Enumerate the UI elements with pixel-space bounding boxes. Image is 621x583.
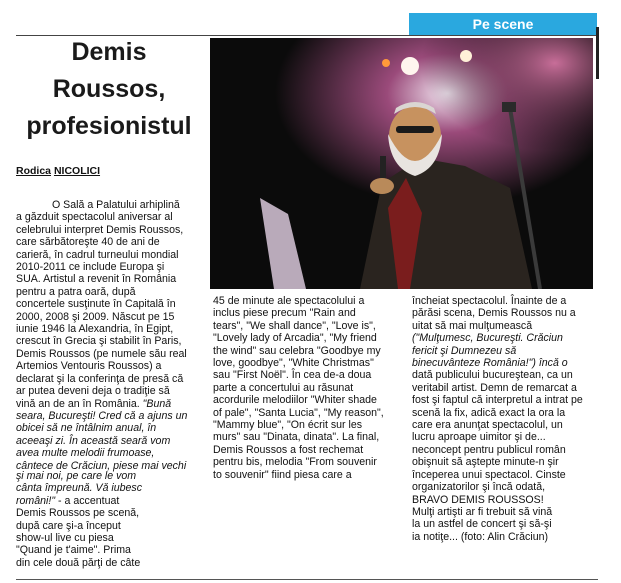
paragraph: show-ul live cu piesa	[16, 532, 114, 545]
article-column-2	[213, 295, 397, 481]
concert-photo-icon	[210, 38, 593, 289]
paragraph: Artemios Ventouris Roussos) a	[16, 360, 162, 373]
paragraph: a găzduit spectacolul aniversar al	[16, 211, 173, 224]
paragraph: 2010-2011 ce include Europa şi	[16, 261, 165, 274]
paragraph: declarat şi la conferinţa de presă că	[16, 372, 184, 385]
paragraph: crescut în Grecia şi stabilit în Paris,	[16, 335, 182, 348]
quote-line: ("Mulţumesc, Bucureşti. Crăciun	[412, 332, 563, 345]
paragraph: începerea unui spectacol. Cinste	[412, 468, 566, 481]
paragraph: fost şi faptul că interpretul a intrat pe	[412, 394, 583, 407]
paragraph: la un astfel de concert şi să-şi	[412, 518, 552, 531]
paragraph: sau "First Noël". În cea de-a doua	[213, 369, 372, 382]
paragraph: O Sală a Palatului arhiplină	[52, 199, 180, 211]
title-line-2: Roussos,	[52, 75, 166, 103]
quote-line: binecuvânteze România!") încă o	[412, 357, 568, 370]
paragraph: pentru bis, melodia "From souvenir	[213, 456, 377, 469]
paragraph: SUA. Artistul a revenit în România	[16, 273, 177, 286]
bottom-rule	[16, 579, 598, 580]
concert-photo	[210, 38, 593, 289]
paragraph: love, goodbye", "White Christmas"	[213, 357, 374, 370]
paragraph: 45 de minute ale spectacolului a	[213, 295, 365, 307]
quote-line: aceeaşi zi. În această seară vom	[16, 434, 171, 447]
paragraph: BRAVO DEMIS ROUSSOS!	[412, 493, 544, 506]
article-column-1-bottom	[16, 470, 158, 569]
quote-line: seara, Bucureşti! Cred că a ajuns un	[16, 409, 188, 422]
paragraph: celebrului interpret Demis Roussos,	[16, 223, 184, 236]
paragraph: 2000, 2008 şi 2009. Născut pe 15	[16, 310, 175, 323]
quote-line: obicei să ne întâlnim anual, în	[16, 422, 157, 435]
paragraph: organizatorilor şi încă odată,	[412, 481, 546, 494]
paragraph	[16, 398, 202, 410]
title-line-3: profesionistul	[26, 112, 192, 140]
author-last-name: NICOLICI	[53, 165, 101, 177]
paragraph: neconcept pentru publicul român	[412, 443, 566, 456]
quote-line: şi mai noi, pe care le vom	[16, 470, 137, 482]
paragraph: scenă la fix, adică exact la ora la	[412, 406, 566, 419]
paragraph: ar putea deveni deja o tradiţie să	[16, 385, 170, 398]
paragraph: parte a concertului au răsunat	[213, 381, 354, 394]
paragraph: părăsi scena, Demis Roussos nu a	[412, 307, 576, 320]
paragraph: lucru aproape uimitor şi de...	[412, 431, 546, 444]
quote-end: români!"	[16, 494, 56, 507]
quote-line: cântece de Crăciun, piese mai vechi	[16, 459, 187, 472]
paragraph: din cele două părţi de câte	[16, 556, 141, 569]
paragraph: dată publicului bucureştean, ca un	[412, 369, 573, 382]
paragraph: to souvenir" fiind piesa care a	[213, 468, 352, 481]
author-first-name: Rodica	[16, 165, 52, 177]
quote-line: avea multe melodii frumoase,	[16, 447, 155, 460]
paragraph: carieră, în cadrul turneului mondial	[16, 248, 179, 261]
paragraph: veritabil artist. Demn de remarcat a	[412, 381, 577, 394]
title-line-1: Demis	[71, 38, 147, 66]
paragraph: după care şi-a început	[16, 519, 121, 532]
quote-start: "Bună	[142, 397, 172, 410]
paragraph: uitat să mai mulţumească	[412, 319, 533, 332]
paragraph: ia notiţe... (foto: Alin Crăciun)	[412, 530, 549, 543]
paragraph: obişnuit să aştepte minute-n şir	[412, 456, 559, 469]
section-tag: Pe scene	[409, 13, 597, 35]
paragraph: concertele susţinute în Capitală în	[16, 298, 176, 311]
paragraph: Mulţi artişti ar fi trebuit să vină	[412, 505, 553, 518]
paragraph: tears", "We shall dance", "Love is",	[213, 319, 376, 332]
quote-line: fericit şi Dumnezeu să	[412, 344, 517, 357]
paragraph: pentru a patra oară, după	[16, 285, 136, 298]
paragraph: care era anunţat spectacolul, un	[412, 419, 563, 432]
quote-line: cânta împreună. Vă iubesc	[16, 482, 143, 495]
paragraph	[16, 495, 158, 507]
paragraph: care sărbătoreşte 40 de ani de	[16, 236, 160, 249]
article-column-1	[16, 199, 202, 472]
paragraph: murs" sau "Dinata, dinata". La final,	[213, 431, 380, 444]
text-run: vină an de an în România.	[16, 397, 140, 410]
article-title	[16, 34, 202, 145]
paragraph: iunie 1946 la Alexandria, în Egipt,	[16, 323, 174, 336]
paragraph: Demis Roussos pe scenă,	[16, 507, 140, 520]
article-column-3	[412, 295, 595, 543]
paragraph: inclus piese precum "Rain and	[213, 307, 356, 320]
text-run: - a accentuat	[58, 494, 120, 507]
paragraph: "Quand je t'aime". Prima	[16, 544, 131, 557]
paragraph: of pale", "Santa Lucia", "My reason",	[213, 406, 384, 419]
paragraph: Demis Roussos (pe numele său real	[16, 347, 187, 360]
paragraph: acordurile melodiilor "Whiter shade	[213, 394, 377, 407]
side-rule	[596, 27, 599, 79]
paragraph: "Lovely lady of Arcadia", "My friend	[213, 332, 377, 345]
paragraph: "Mammy blue", "On écrit sur les	[213, 419, 363, 432]
author-byline	[16, 165, 100, 177]
paragraph: Demis Roussos a fost rechemat	[213, 443, 364, 456]
paragraph: încheiat spectacolul. Înainte de a	[412, 295, 567, 307]
paragraph: the wind" sau celebra "Goodbye my	[213, 344, 381, 357]
